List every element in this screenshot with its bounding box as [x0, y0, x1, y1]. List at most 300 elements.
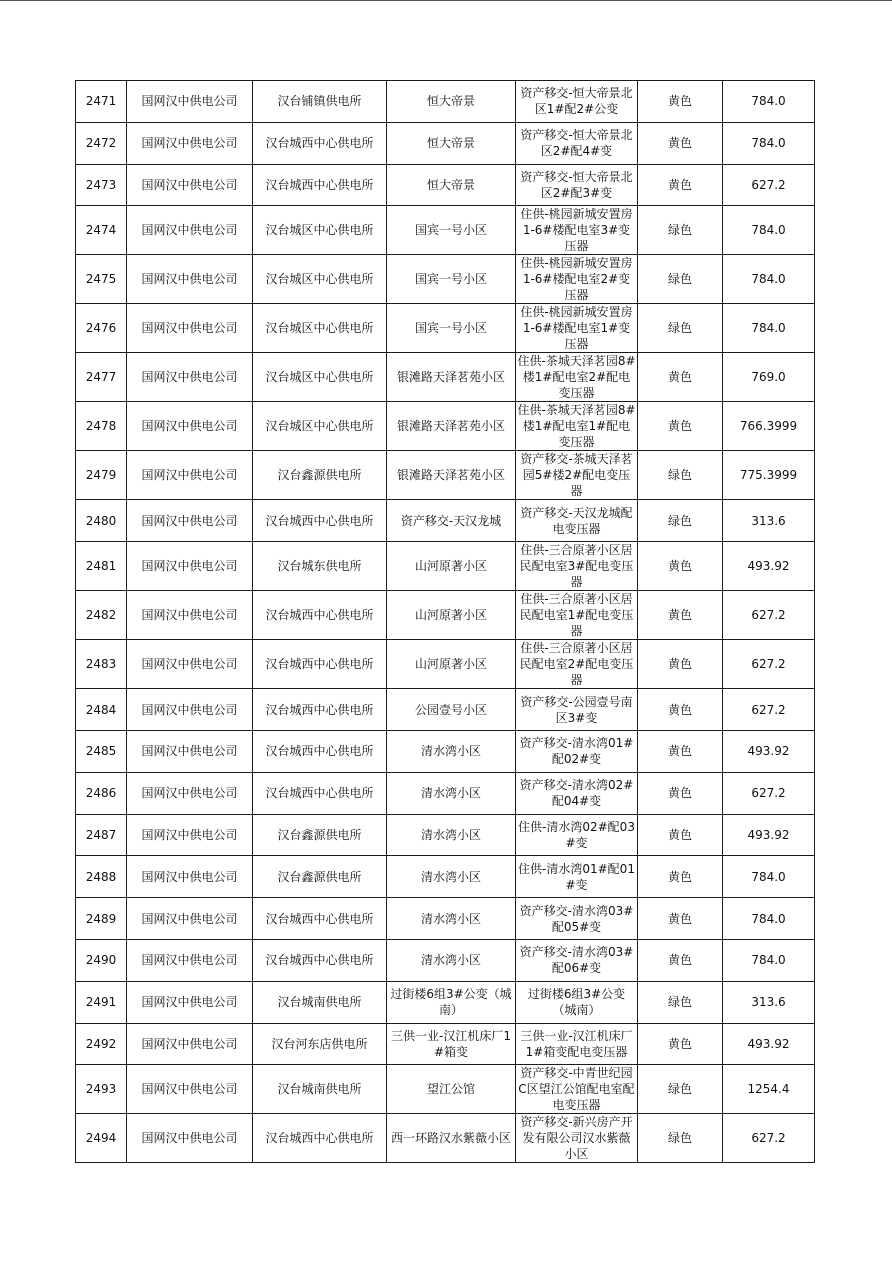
cell-transformer — [516, 640, 638, 689]
cell-company — [127, 814, 253, 856]
cell-serial-number — [76, 122, 127, 164]
cell-supply-station — [253, 206, 387, 255]
cell-supply-station-text: 汉台城西中心供电所 — [265, 786, 374, 801]
cell-color-level-text: 绿色 — [667, 321, 692, 336]
cell-company — [127, 856, 253, 898]
cell-serial-number — [76, 500, 127, 542]
cell-color-level-text: 绿色 — [667, 513, 692, 528]
cell-serial-number-text: 2478 — [85, 419, 117, 434]
cell-transformer-text: 资产移交-茶城天泽茗园5#楼2#配电变压器 — [520, 452, 633, 499]
cell-company-text: 国网汉中供电公司 — [141, 953, 238, 968]
cell-serial-number — [76, 730, 127, 772]
cell-color-level-text: 黄色 — [667, 744, 692, 759]
cell-serial-number — [76, 939, 127, 981]
cell-transformer — [516, 939, 638, 981]
cell-value — [723, 1065, 815, 1114]
cell-serial-number-text: 2492 — [85, 1036, 117, 1051]
cell-value-text: 493.92 — [747, 827, 790, 842]
cell-company-text: 国网汉中供电公司 — [141, 419, 238, 434]
cell-transformer-text: 资产移交-恒大帝景北区2#配3#变 — [520, 169, 633, 200]
cell-supply-station-text: 汉台城西中心供电所 — [265, 136, 374, 151]
cell-serial-number-text: 2490 — [85, 953, 117, 968]
cell-supply-station — [253, 1023, 387, 1065]
cell-color-level — [638, 640, 723, 689]
cell-supply-station-text: 汉台鑫源供电所 — [277, 827, 362, 842]
cell-supply-station — [253, 814, 387, 856]
cell-supply-station-text: 汉台城西中心供电所 — [265, 657, 374, 672]
cell-community-text: 清水湾小区 — [420, 744, 481, 759]
cell-value-text: 775.3999 — [739, 468, 798, 483]
cell-color-level-text: 黄色 — [667, 786, 692, 801]
cell-supply-station-text: 汉台鑫源供电所 — [277, 468, 362, 483]
cell-value — [723, 856, 815, 898]
cell-supply-station-text: 汉台城区中心供电所 — [265, 321, 374, 336]
cell-transformer — [516, 500, 638, 542]
cell-community-text: 西一环路汉水紫薇小区 — [390, 1131, 511, 1146]
cell-color-level-text: 绿色 — [667, 272, 692, 287]
cell-company — [127, 164, 253, 206]
cell-company-text: 国网汉中供电公司 — [141, 1131, 238, 1146]
cell-serial-number — [76, 814, 127, 856]
cell-color-level-text: 黄色 — [667, 559, 692, 574]
cell-color-level-text: 黄色 — [667, 177, 692, 192]
cell-community — [387, 304, 516, 353]
cell-value — [723, 939, 815, 981]
cell-transformer-text: 资产移交-中青世纪园C区望江公馆配电室配电变压器 — [518, 1066, 635, 1113]
table-row — [76, 500, 815, 542]
cell-transformer — [516, 1114, 638, 1163]
cell-serial-number-text: 2474 — [85, 223, 117, 238]
cell-serial-number-text: 2486 — [85, 786, 117, 801]
cell-color-level — [638, 730, 723, 772]
table-row — [76, 591, 815, 640]
cell-company — [127, 402, 253, 451]
cell-community-text: 清水湾小区 — [420, 786, 481, 801]
cell-supply-station — [253, 591, 387, 640]
cell-community-text: 恒大帝景 — [426, 94, 475, 109]
cell-community — [387, 591, 516, 640]
cell-company — [127, 304, 253, 353]
cell-transformer — [516, 1065, 638, 1114]
cell-company-text: 国网汉中供电公司 — [141, 1082, 238, 1097]
cell-value — [723, 122, 815, 164]
cell-transformer-text: 住供-清水湾01#配01#变 — [518, 861, 635, 892]
cell-serial-number — [76, 451, 127, 500]
cell-community-text: 国宾一号小区 — [414, 321, 487, 336]
cell-company — [127, 939, 253, 981]
table-row — [76, 122, 815, 164]
cell-community — [387, 255, 516, 304]
table-row — [76, 402, 815, 451]
cell-value-text: 493.92 — [747, 1036, 790, 1051]
cell-color-level — [638, 1065, 723, 1114]
cell-company — [127, 353, 253, 402]
cell-color-level-text: 黄色 — [667, 370, 692, 385]
cell-company-text: 国网汉中供电公司 — [141, 136, 238, 151]
cell-company-text: 国网汉中供电公司 — [141, 223, 238, 238]
cell-transformer-text: 住供-茶城天泽茗园8#楼1#配电室1#配电变压器 — [517, 403, 636, 450]
cell-transformer-text: 资产移交-新兴房产开发有限公司汉水紫薇小区 — [520, 1115, 633, 1162]
cell-community-text: 清水湾小区 — [420, 911, 481, 926]
cell-company — [127, 1065, 253, 1114]
cell-color-level — [638, 772, 723, 814]
cell-company — [127, 1023, 253, 1065]
cell-serial-number — [76, 542, 127, 591]
cell-serial-number — [76, 856, 127, 898]
cell-transformer-text: 资产移交-清水湾02#配04#变 — [519, 778, 634, 809]
cell-transformer-text: 资产移交-天汉龙城配电变压器 — [520, 505, 633, 536]
cell-value-text: 784.0 — [751, 953, 786, 968]
cell-value-text: 313.6 — [751, 995, 786, 1010]
table-row — [76, 1023, 815, 1065]
cell-community — [387, 898, 516, 940]
table-row — [76, 542, 815, 591]
cell-value-text: 769.0 — [751, 370, 786, 385]
cell-company — [127, 122, 253, 164]
cell-company-text: 国网汉中供电公司 — [141, 370, 238, 385]
cell-value — [723, 206, 815, 255]
cell-value-text: 493.92 — [747, 559, 790, 574]
cell-transformer — [516, 591, 638, 640]
cell-color-level — [638, 542, 723, 591]
cell-transformer — [516, 730, 638, 772]
cell-color-level-text: 黄色 — [667, 911, 692, 926]
cell-supply-station — [253, 304, 387, 353]
cell-supply-station — [253, 1065, 387, 1114]
cell-color-level — [638, 304, 723, 353]
cell-serial-number-text: 2487 — [85, 827, 117, 842]
cell-color-level-text: 绿色 — [667, 468, 692, 483]
cell-value-text: 627.2 — [751, 177, 786, 192]
cell-company-text: 国网汉中供电公司 — [141, 468, 238, 483]
cell-value — [723, 772, 815, 814]
cell-community — [387, 206, 516, 255]
cell-company-text: 国网汉中供电公司 — [141, 272, 238, 287]
cell-serial-number-text: 2489 — [85, 911, 117, 926]
cell-transformer — [516, 856, 638, 898]
cell-serial-number — [76, 164, 127, 206]
cell-color-level-text: 黄色 — [667, 657, 692, 672]
cell-supply-station-text: 汉台城区中心供电所 — [265, 419, 374, 434]
cell-value — [723, 640, 815, 689]
cell-community — [387, 981, 516, 1023]
cell-transformer — [516, 402, 638, 451]
cell-transformer-text: 资产移交-公园壹号南区3#变 — [520, 694, 633, 725]
cell-serial-number — [76, 772, 127, 814]
cell-transformer-text: 住供-三合原著小区居民配电室2#配电变压器 — [519, 641, 634, 688]
cell-company-text: 国网汉中供电公司 — [141, 559, 238, 574]
cell-company — [127, 981, 253, 1023]
cell-supply-station-text: 汉台城西中心供电所 — [265, 953, 374, 968]
cell-serial-number — [76, 255, 127, 304]
cell-supply-station — [253, 542, 387, 591]
cell-company-text: 国网汉中供电公司 — [141, 177, 238, 192]
cell-community — [387, 81, 516, 123]
cell-community-text: 银滩路天泽茗苑小区 — [396, 419, 505, 434]
cell-community — [387, 1065, 516, 1114]
cell-value-text: 627.2 — [751, 657, 786, 672]
cell-color-level — [638, 898, 723, 940]
cell-transformer-text: 住供-桃园新城安置房1-6#楼配电室3#变压器 — [520, 207, 633, 254]
cell-community-text: 国宾一号小区 — [414, 272, 487, 287]
cell-community-text: 过街楼6组3#公变（城南） — [390, 987, 512, 1018]
cell-transformer — [516, 772, 638, 814]
cell-community — [387, 814, 516, 856]
table-row — [76, 255, 815, 304]
cell-community-text: 山河原著小区 — [414, 559, 487, 574]
cell-company — [127, 1114, 253, 1163]
cell-serial-number-text: 2481 — [85, 559, 117, 574]
cell-community — [387, 402, 516, 451]
cell-color-level — [638, 206, 723, 255]
cell-transformer-text: 住供-清水湾02#配03#变 — [518, 819, 635, 850]
cell-community — [387, 640, 516, 689]
cell-color-level-text: 黄色 — [667, 608, 692, 623]
cell-serial-number-text: 2471 — [85, 94, 117, 109]
cell-supply-station — [253, 451, 387, 500]
cell-color-level — [638, 500, 723, 542]
cell-transformer-text: 资产移交-恒大帝景北区2#配4#变 — [520, 128, 633, 159]
cell-color-level — [638, 689, 723, 731]
cell-company — [127, 772, 253, 814]
cell-community-text: 清水湾小区 — [420, 827, 481, 842]
cell-company-text: 国网汉中供电公司 — [141, 94, 238, 109]
cell-community — [387, 1023, 516, 1065]
cell-transformer — [516, 255, 638, 304]
cell-supply-station — [253, 981, 387, 1023]
table-row — [76, 1114, 815, 1163]
cell-serial-number-text: 2483 — [85, 657, 117, 672]
cell-serial-number — [76, 206, 127, 255]
cell-value-text: 627.2 — [751, 786, 786, 801]
cell-serial-number — [76, 1065, 127, 1114]
cell-value — [723, 1114, 815, 1163]
cell-community-text: 公园壹号小区 — [414, 702, 487, 717]
cell-value — [723, 81, 815, 123]
cell-transformer — [516, 164, 638, 206]
cell-value-text: 627.2 — [751, 608, 786, 623]
cell-transformer-text: 三供一业-汉江机床厂1#箱变配电变压器 — [520, 1028, 633, 1059]
cell-transformer — [516, 353, 638, 402]
cell-value — [723, 451, 815, 500]
cell-color-level — [638, 1114, 723, 1163]
table-row — [76, 898, 815, 940]
table-row — [76, 772, 815, 814]
cell-company — [127, 689, 253, 731]
cell-transformer — [516, 814, 638, 856]
cell-value — [723, 164, 815, 206]
cell-value — [723, 353, 815, 402]
cell-color-level — [638, 591, 723, 640]
cell-transformer — [516, 689, 638, 731]
cell-value-text: 784.0 — [751, 911, 786, 926]
cell-value-text: 784.0 — [751, 223, 786, 238]
cell-color-level — [638, 814, 723, 856]
cell-color-level-text: 黄色 — [667, 702, 692, 717]
cell-transformer-text: 住供-桃园新城安置房1-6#楼配电室2#变压器 — [520, 256, 633, 303]
cell-value-text: 784.0 — [751, 94, 786, 109]
cell-color-level — [638, 255, 723, 304]
cell-color-level — [638, 402, 723, 451]
cell-supply-station — [253, 856, 387, 898]
cell-color-level-text: 绿色 — [667, 995, 692, 1010]
cell-supply-station-text: 汉台河东店供电所 — [271, 1036, 368, 1051]
cell-supply-station — [253, 500, 387, 542]
cell-community — [387, 122, 516, 164]
cell-supply-station-text: 汉台城西中心供电所 — [265, 608, 374, 623]
cell-community — [387, 353, 516, 402]
cell-supply-station-text: 汉台城区中心供电所 — [265, 223, 374, 238]
cell-company — [127, 730, 253, 772]
cell-serial-number — [76, 402, 127, 451]
cell-supply-station — [253, 898, 387, 940]
cell-transformer — [516, 451, 638, 500]
cell-value-text: 627.2 — [751, 1131, 786, 1146]
table-row — [76, 689, 815, 731]
cell-serial-number — [76, 353, 127, 402]
cell-company-text: 国网汉中供电公司 — [141, 1036, 238, 1051]
cell-community-text: 恒大帝景 — [426, 136, 475, 151]
cell-serial-number-text: 2475 — [85, 272, 117, 287]
cell-supply-station-text: 汉台城东供电所 — [277, 559, 362, 574]
cell-serial-number-text: 2488 — [85, 869, 117, 884]
cell-supply-station — [253, 122, 387, 164]
cell-supply-station — [253, 772, 387, 814]
table-body — [76, 81, 815, 1163]
cell-color-level-text: 黄色 — [667, 136, 692, 151]
substation-table — [75, 80, 815, 1163]
cell-transformer-text: 过街楼6组3#公变（城南） — [527, 987, 626, 1018]
cell-community-text: 银滩路天泽茗苑小区 — [396, 468, 505, 483]
cell-supply-station — [253, 939, 387, 981]
cell-transformer — [516, 981, 638, 1023]
cell-value — [723, 814, 815, 856]
cell-color-level — [638, 81, 723, 123]
cell-company-text: 国网汉中供电公司 — [141, 786, 238, 801]
cell-value — [723, 304, 815, 353]
table-row — [76, 640, 815, 689]
cell-company-text: 国网汉中供电公司 — [141, 827, 238, 842]
cell-company-text: 国网汉中供电公司 — [141, 744, 238, 759]
cell-value — [723, 730, 815, 772]
cell-value-text: 784.0 — [751, 321, 786, 336]
cell-serial-number-text: 2476 — [85, 321, 117, 336]
cell-transformer — [516, 898, 638, 940]
cell-transformer-text: 住供-三合原著小区居民配电室1#配电变压器 — [519, 592, 634, 639]
cell-transformer-text: 住供-三合原著小区居民配电室3#配电变压器 — [519, 543, 634, 590]
cell-serial-number-text: 2494 — [85, 1131, 117, 1146]
cell-value-text: 766.3999 — [739, 419, 798, 434]
cell-community — [387, 730, 516, 772]
cell-transformer-text: 资产移交-清水湾01#配02#变 — [519, 736, 634, 767]
cell-community-text: 望江公馆 — [426, 1082, 475, 1097]
cell-community — [387, 542, 516, 591]
cell-value — [723, 402, 815, 451]
cell-value — [723, 898, 815, 940]
cell-transformer-text: 资产移交-恒大帝景北区1#配2#公变 — [520, 86, 633, 117]
cell-company-text: 国网汉中供电公司 — [141, 995, 238, 1010]
cell-company-text: 国网汉中供电公司 — [141, 321, 238, 336]
cell-supply-station — [253, 353, 387, 402]
cell-transformer — [516, 304, 638, 353]
table-row — [76, 304, 815, 353]
cell-community-text: 清水湾小区 — [420, 869, 481, 884]
cell-company-text: 国网汉中供电公司 — [141, 911, 238, 926]
cell-color-level-text: 黄色 — [667, 827, 692, 842]
cell-value-text: 784.0 — [751, 272, 786, 287]
cell-serial-number — [76, 689, 127, 731]
cell-company — [127, 542, 253, 591]
cell-serial-number — [76, 81, 127, 123]
cell-transformer — [516, 81, 638, 123]
cell-company — [127, 640, 253, 689]
cell-supply-station-text: 汉台城西中心供电所 — [265, 911, 374, 926]
table-row — [76, 206, 815, 255]
cell-transformer — [516, 1023, 638, 1065]
table-row — [76, 814, 815, 856]
cell-supply-station-text: 汉台城区中心供电所 — [265, 272, 374, 287]
cell-supply-station — [253, 402, 387, 451]
cell-value — [723, 591, 815, 640]
cell-serial-number-text: 2473 — [85, 177, 117, 192]
cell-company — [127, 206, 253, 255]
cell-color-level-text: 绿色 — [667, 223, 692, 238]
table-row — [76, 353, 815, 402]
cell-serial-number — [76, 898, 127, 940]
cell-community-text: 山河原著小区 — [414, 657, 487, 672]
cell-supply-station — [253, 640, 387, 689]
cell-community-text: 国宾一号小区 — [414, 223, 487, 238]
table-row — [76, 730, 815, 772]
cell-supply-station-text: 汉台城南供电所 — [277, 995, 362, 1010]
cell-supply-station — [253, 255, 387, 304]
cell-color-level — [638, 451, 723, 500]
cell-serial-number-text: 2484 — [85, 702, 117, 717]
cell-color-level — [638, 122, 723, 164]
cell-community-text: 恒大帝景 — [426, 177, 475, 192]
cell-serial-number-text: 2491 — [85, 995, 117, 1010]
cell-community — [387, 772, 516, 814]
cell-value — [723, 255, 815, 304]
cell-community — [387, 939, 516, 981]
cell-color-level-text: 黄色 — [667, 953, 692, 968]
cell-serial-number — [76, 1114, 127, 1163]
cell-transformer-text: 住供-茶城天泽茗园8#楼1#配电室2#配电变压器 — [517, 354, 636, 401]
cell-community-text: 清水湾小区 — [420, 953, 481, 968]
cell-supply-station-text: 汉台鑫源供电所 — [277, 869, 362, 884]
cell-community-text: 资产移交-天汉龙城 — [400, 513, 502, 528]
cell-community — [387, 500, 516, 542]
cell-supply-station — [253, 1114, 387, 1163]
cell-serial-number-text: 2477 — [85, 370, 117, 385]
cell-company-text: 国网汉中供电公司 — [141, 608, 238, 623]
cell-color-level — [638, 939, 723, 981]
cell-supply-station-text: 汉台城西中心供电所 — [265, 702, 374, 717]
cell-company-text: 国网汉中供电公司 — [141, 702, 238, 717]
cell-community — [387, 856, 516, 898]
cell-serial-number-text: 2472 — [85, 136, 117, 151]
table-row — [76, 81, 815, 123]
cell-transformer-text: 住供-桃园新城安置房1-6#楼配电室1#变压器 — [520, 305, 633, 352]
table-row — [76, 164, 815, 206]
cell-company-text: 国网汉中供电公司 — [141, 657, 238, 672]
cell-color-level — [638, 1023, 723, 1065]
cell-transformer — [516, 122, 638, 164]
cell-serial-number-text: 2479 — [85, 468, 117, 483]
cell-serial-number — [76, 640, 127, 689]
cell-supply-station-text: 汉台城西中心供电所 — [265, 744, 374, 759]
cell-serial-number-text: 2493 — [85, 1082, 117, 1097]
